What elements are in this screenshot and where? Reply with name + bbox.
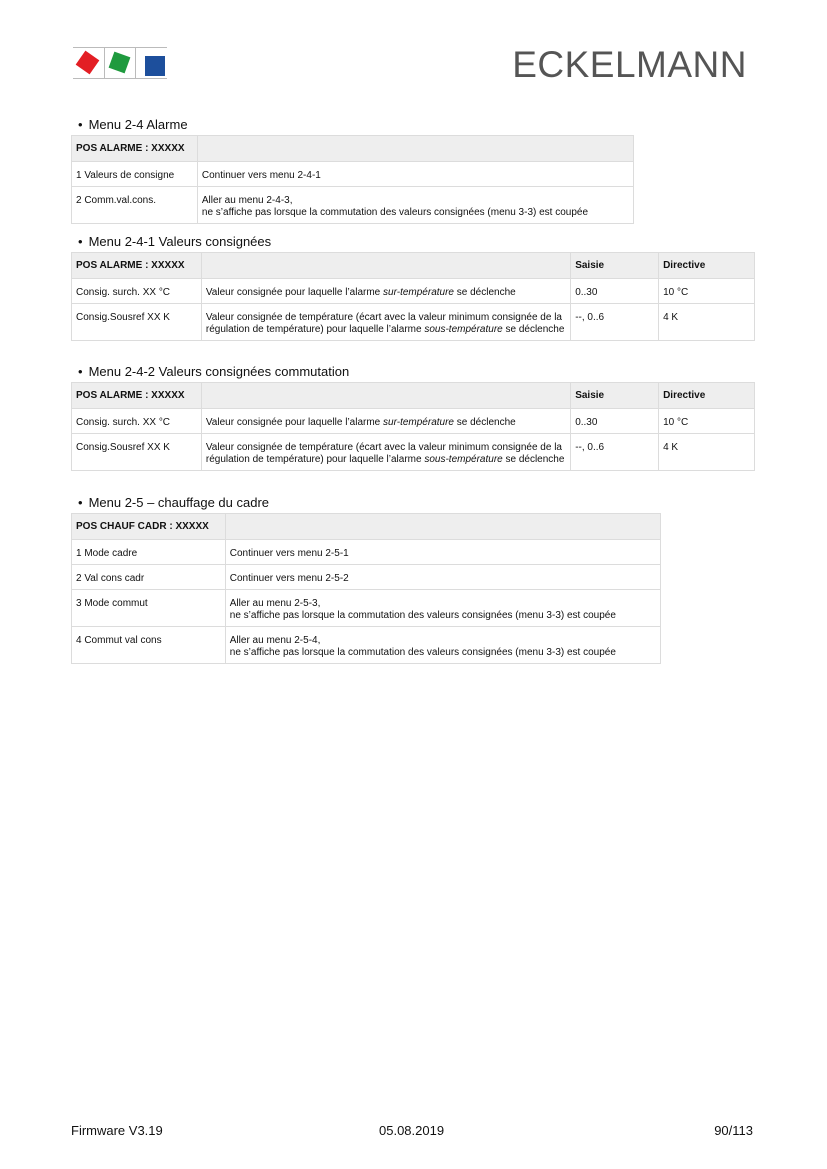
values-table [71,382,755,471]
table-row [72,565,661,590]
section-title: • Menu 2-4 Alarme [78,117,188,132]
table-cell: 4 Commut val cons [72,627,226,664]
table-header-row [72,514,661,540]
logo-blue-square [145,56,165,76]
table-header-cell: Saisie [571,253,659,279]
table-header-cell: Directive [659,253,755,279]
table-header-cell: POS ALARME : XXXXX [72,136,198,162]
section-title: • Menu 2-5 – chauffage du cadre [78,495,270,510]
bullet: • [78,117,83,132]
footer-firmware: Firmware V3.19 [71,1123,163,1138]
brand-name: ECKELMANN [512,44,747,85]
table-cell: 3 Mode commut [72,590,226,627]
table-cell: Valeur consignée pour laquelle l’alarme sur-température se déclenche [201,409,570,434]
table-row [72,279,755,304]
table-header-cell [225,514,660,540]
table-header-cell: Saisie [571,383,659,409]
bullet: • [78,234,83,249]
bullet: • [78,364,83,379]
table-cell: 0..30 [571,279,659,304]
table-header-cell [197,136,633,162]
table-cell: Continuer vers menu 2-5-1 [225,540,660,565]
table-cell: Continuer vers menu 2-4-1 [197,162,633,187]
table-header-cell: POS ALARME : XXXXX [72,253,202,279]
table-cell: Aller au menu 2-5-4, ne s’affiche pas lorsque la commutation des valeurs consignées (menu 3-3) est coupée [225,627,660,664]
table-cell: 10 °C [659,279,755,304]
table-cell: --, 0..6 [571,304,659,341]
table-cell: Consig. surch. XX °C [72,409,202,434]
table-cell: Aller au menu 2-5-3, ne s’affiche pas lorsque la commutation des valeurs consignées (menu 3-3) est coupée [225,590,660,627]
table-row [72,162,634,187]
table-row [72,627,661,664]
table-cell: Valeur consignée de température (écart avec la valeur minimum consignée de la régulation de température) pour laquelle l’alarme sous-température se déclenche [201,304,570,341]
table-cell: 4 K [659,434,755,471]
company-logo [73,47,167,79]
table-cell: Consig.Sousref XX K [72,434,202,471]
table-cell: 2 Val cons cadr [72,565,226,590]
logo-green-square [109,52,131,74]
table-cell: 0..30 [571,409,659,434]
footer-date: 05.08.2019 [379,1123,445,1138]
table-cell: --, 0..6 [571,434,659,471]
table-row [72,304,755,341]
table-row [72,409,755,434]
table-row [72,434,755,471]
table-cell: Consig.Sousref XX K [72,304,202,341]
table-header-row [72,136,634,162]
table-cell: Consig. surch. XX °C [72,279,202,304]
bullet: • [78,495,83,510]
menu-table [71,135,634,224]
table-cell: Valeur consignée de température (écart avec la valeur minimum consignée de la régulation de température) pour laquelle l’alarme sous-température se déclenche [201,434,570,471]
table-cell: 1 Mode cadre [72,540,226,565]
table-cell: 4 K [659,304,755,341]
section-title: • Menu 2-4-2 Valeurs consignées commutation [78,364,350,379]
table-cell: 1 Valeurs de consigne [72,162,198,187]
logo-red-square [76,51,100,75]
table-header-row [72,253,755,279]
table-header-cell [201,253,570,279]
table-cell: Valeur consignée pour laquelle l’alarme sur-température se déclenche [201,279,570,304]
table-cell: 2 Comm.val.cons. [72,187,198,224]
table-row [72,590,661,627]
table-cell: Aller au menu 2-4-3, ne s’affiche pas lorsque la commutation des valeurs consignées (menu 3-3) est coupée [197,187,633,224]
section-title: • Menu 2-4-1 Valeurs consignées [78,234,272,249]
values-table [71,252,755,341]
table-cell: 10 °C [659,409,755,434]
table-header-cell: POS ALARME : XXXXX [72,383,202,409]
table-header-row [72,383,755,409]
table-header-cell: POS CHAUF CADR : XXXXX [72,514,226,540]
table-header-cell: Directive [659,383,755,409]
table-row [72,540,661,565]
table-header-cell [201,383,570,409]
table-row [72,187,634,224]
menu-table [71,513,661,664]
table-cell: Continuer vers menu 2-5-2 [225,565,660,590]
footer-page-number: 90/113 [714,1123,753,1138]
